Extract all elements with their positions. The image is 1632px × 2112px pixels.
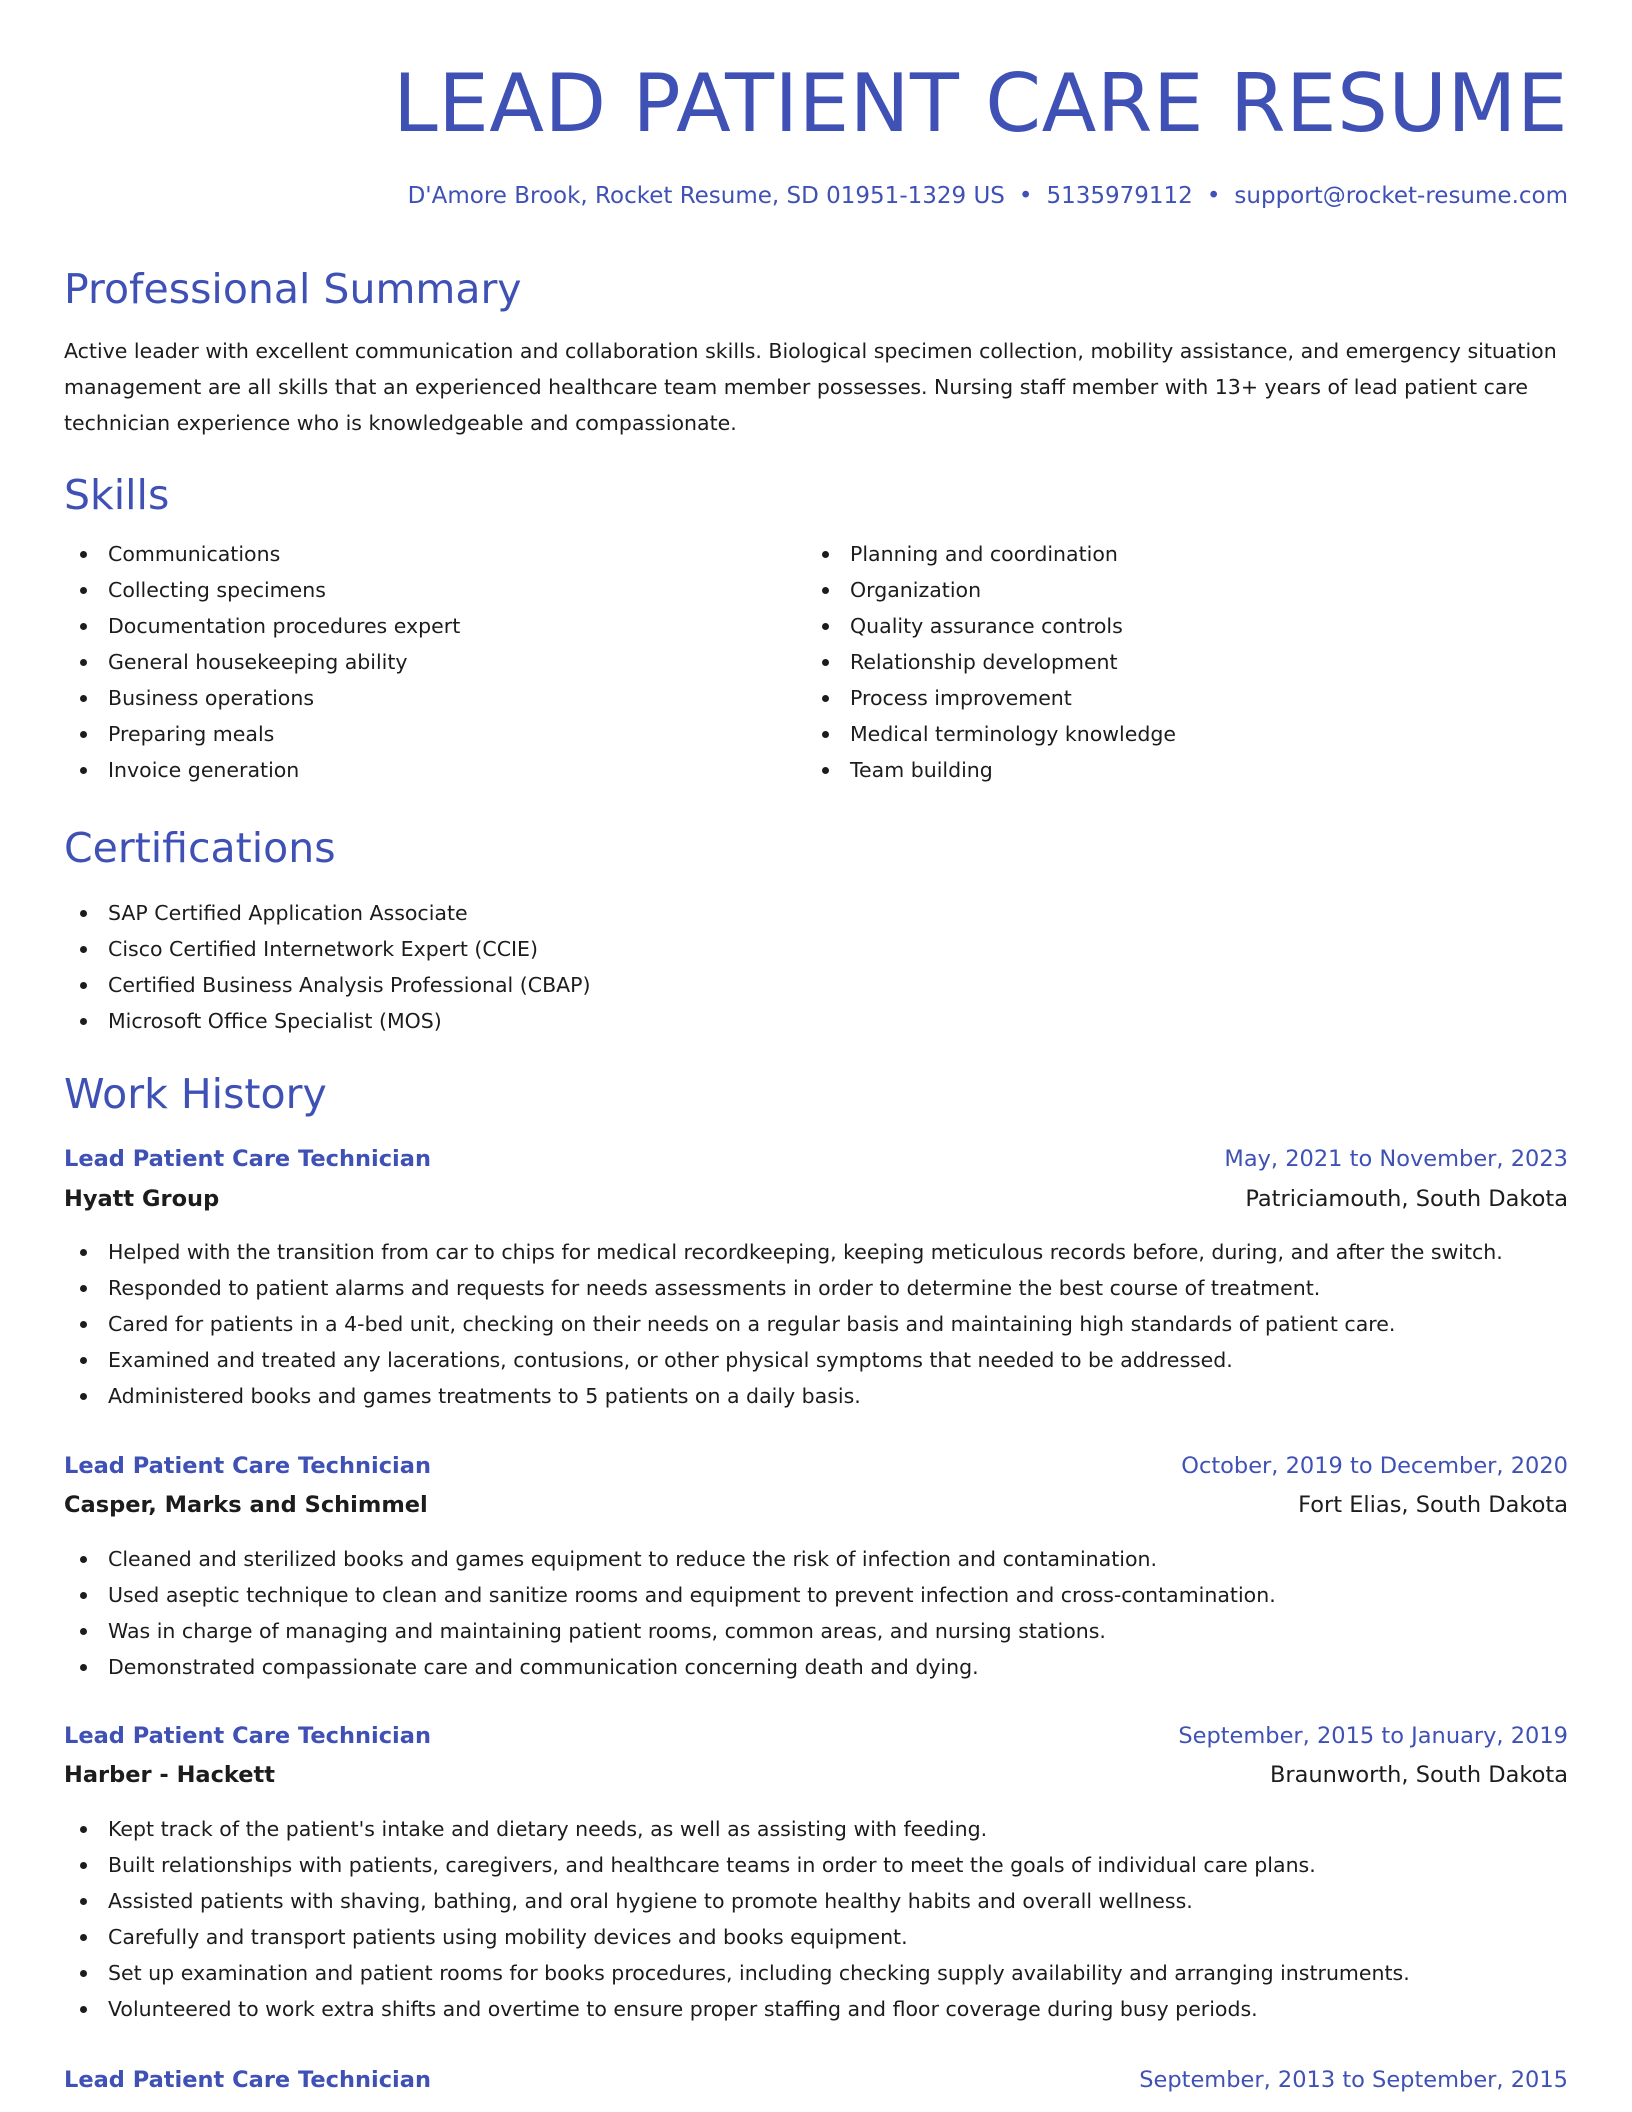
job-company: Harber - Hackett [64,1762,276,1788]
contact-separator: • [1206,183,1221,209]
list-item: Was in charge of managing and maintaining patient rooms, common areas, and nursing stations. [64,1613,1276,1649]
skills-list-right [806,536,1176,788]
contact-phone: 5135979112 [1046,183,1193,209]
job-bullets [64,1811,1410,2027]
job-company: Casper, Marks and Schimmel [64,1492,428,1518]
job-bullets [64,1234,1503,1414]
list-item: Built relationships with patients, caregivers, and healthcare teams in order to meet the goals of individual care plans. [64,1847,1410,1883]
list-item: Kept track of the patient's intake and dietary needs, as well as assisting with feeding. [64,1811,1410,1847]
list-item: SAP Certified Application Associate [64,895,591,931]
section-heading-certifications: Certifications [64,824,336,872]
contact-email[interactable]: support@rocket-resume.com [1234,183,1568,209]
list-item: Organization [806,572,1176,608]
list-item: Cared for patients in a 4-bed unit, checking on their needs on a regular basis and maintaining high standards of patient care. [64,1306,1503,1342]
section-heading-work-history: Work History [64,1070,327,1118]
list-item: Carefully and transport patients using mobility devices and books equipment. [64,1919,1410,1955]
contact-separator: • [1018,183,1033,209]
list-item: Process improvement [806,680,1176,716]
job-location: Fort Elias, South Dakota [1298,1492,1568,1518]
list-item: Documentation procedures expert [64,608,460,644]
job-location: Braunworth, South Dakota [1269,1762,1568,1788]
list-item: Examined and treated any lacerations, contusions, or other physical symptoms that needed to be addressed. [64,1342,1503,1378]
list-item: Relationship development [806,644,1176,680]
list-item: Planning and coordination [806,536,1176,572]
contact-address: D'Amore Brook, Rocket Resume, SD 01951-1329 US [407,183,1005,209]
list-item: Set up examination and patient rooms for books procedures, including checking supply availability and arranging instruments. [64,1955,1410,1991]
job-bullets [64,1541,1276,1685]
job-dates: May, 2021 to November, 2023 [1224,1146,1568,1172]
section-heading-summary: Professional Summary [64,265,522,313]
list-item: Communications [64,536,460,572]
resume-title: LEAD PATIENT CARE RESUME [393,57,1568,150]
list-item: Used aseptic technique to clean and sanitize rooms and equipment to prevent infection and cross-contamination. [64,1577,1276,1613]
list-item: Preparing meals [64,716,460,752]
list-item: General housekeeping ability [64,644,460,680]
section-heading-skills: Skills [64,471,170,519]
certifications-list [64,895,591,1039]
skills-list-left [64,536,460,788]
list-item: Cisco Certified Internetwork Expert (CCIE) [64,931,591,967]
job-title: Lead Patient Care Technician [64,1146,431,1172]
list-item: Assisted patients with shaving, bathing, and oral hygiene to promote healthy habits and overall wellness. [64,1883,1410,1919]
job-title: Lead Patient Care Technician [64,2067,431,2093]
list-item: Business operations [64,680,460,716]
job-dates: October, 2019 to December, 2020 [1181,1453,1568,1479]
list-item: Volunteered to work extra shifts and overtime to ensure proper staffing and floor coverage during busy periods. [64,1991,1410,2027]
contact-line [408,180,1568,212]
job-company: Hyatt Group [64,1186,220,1212]
job-dates: September, 2013 to September, 2015 [1139,2067,1568,2093]
list-item: Demonstrated compassionate care and communication concerning death and dying. [64,1649,1276,1685]
list-item: Quality assurance controls [806,608,1176,644]
list-item: Microsoft Office Specialist (MOS) [64,1003,591,1039]
job-location: Patriciamouth, South Dakota [1245,1186,1568,1212]
summary-text: Active leader with excellent communication and collaboration skills. Biological specimen collection, mobility assistance, and emergency situation management are all skills that an experienced healthcare team member possesses. Nursing staff member with 13+ years of lead patient care technician experience who is knowledgeable and compassionate. [64,339,1557,435]
list-item: Responded to patient alarms and requests for needs assessments in order to determine the best course of treatment. [64,1270,1503,1306]
job-title: Lead Patient Care Technician [64,1723,431,1749]
list-item: Certified Business Analysis Professional (CBAP) [64,967,591,1003]
list-item: Administered books and games treatments to 5 patients on a daily basis. [64,1378,1503,1414]
list-item: Medical terminology knowledge [806,716,1176,752]
list-item: Invoice generation [64,752,460,788]
list-item: Helped with the transition from car to chips for medical recordkeeping, keeping meticulous records before, during, and after the switch. [64,1234,1503,1270]
list-item: Collecting specimens [64,572,460,608]
job-title: Lead Patient Care Technician [64,1453,431,1479]
job-dates: September, 2015 to January, 2019 [1178,1723,1568,1749]
list-item: Team building [806,752,1176,788]
list-item: Cleaned and sterilized books and games equipment to reduce the risk of infection and contamination. [64,1541,1276,1577]
